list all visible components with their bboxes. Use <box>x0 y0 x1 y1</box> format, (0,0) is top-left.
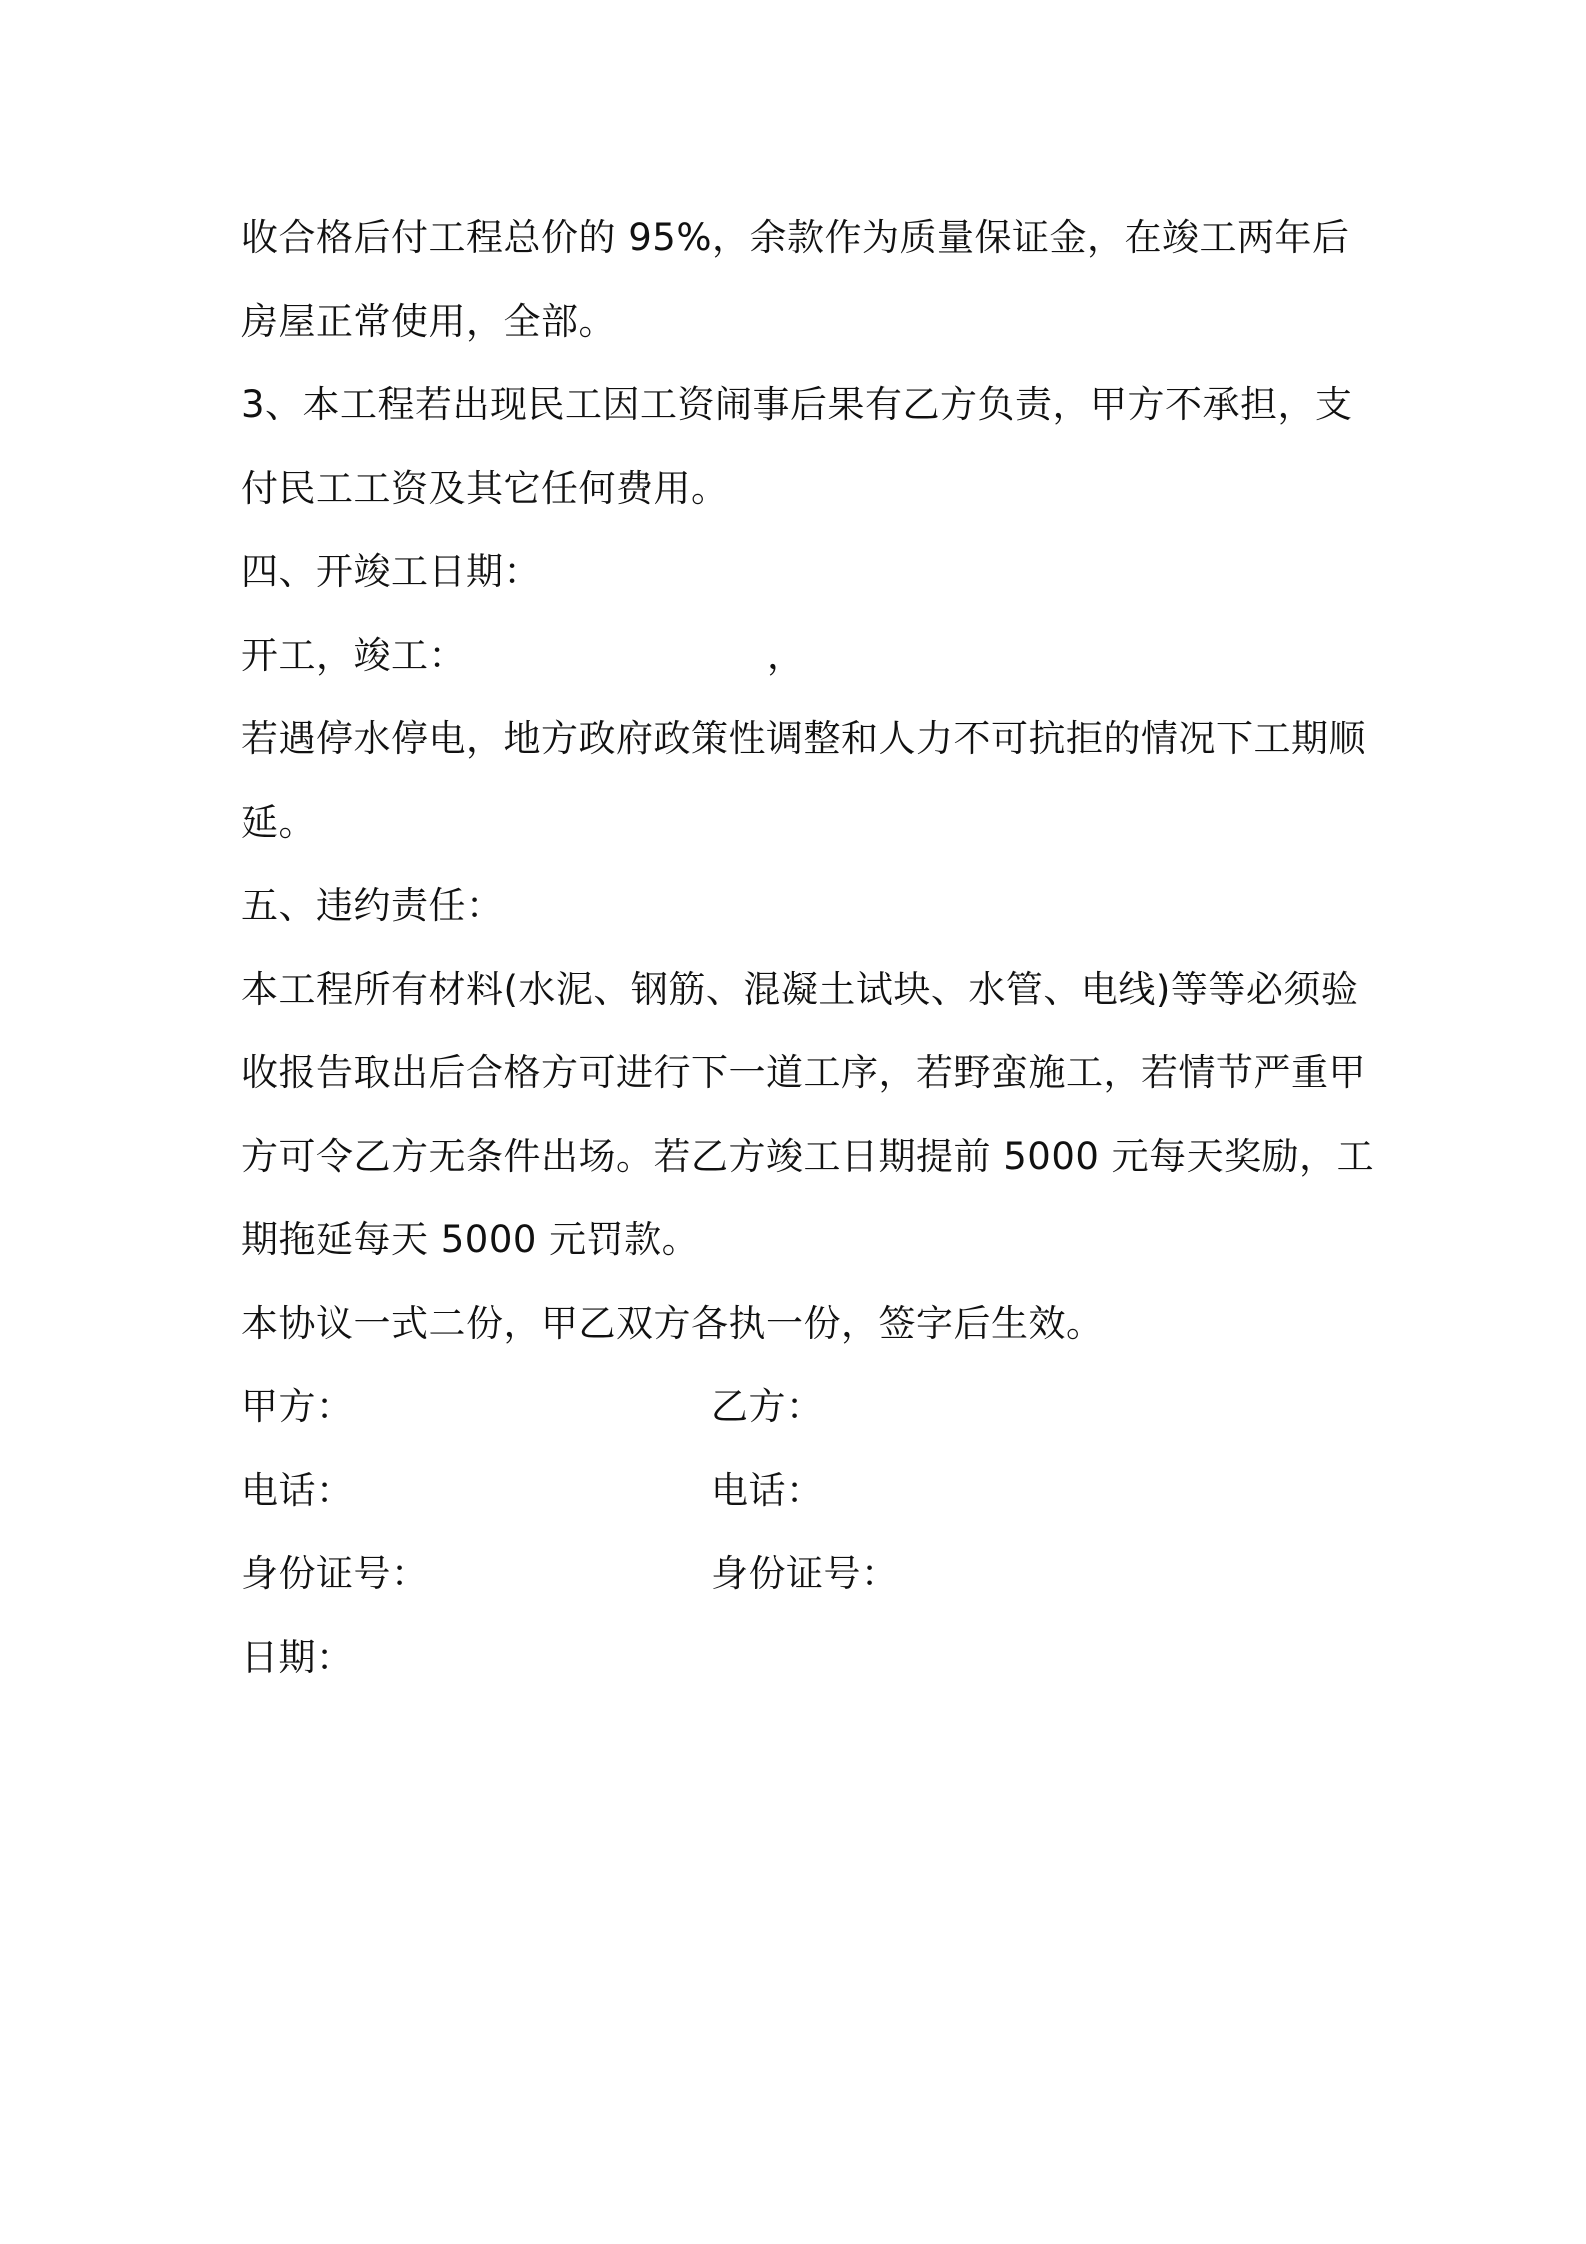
signature-row-party <box>241 1365 1361 1449</box>
party-b-label: 乙方： <box>711 1385 824 1428</box>
dates-separator: ， <box>767 633 805 677</box>
liability-clause-line-2: 收报告取出后合格方可进行下一道工序，若野蛮施工，若情节严重甲 <box>241 1051 1366 1094</box>
liability-clause-line-1: 本工程所有材料(水泥、钢筋、混凝土试块、水管、电线)等等必须验 <box>241 967 1359 1011</box>
delay-clause-line-1: 若遇停水停电，地方政府政策性调整和人力不可抗拒的情况下工期顺 <box>241 717 1366 760</box>
contract-body <box>241 196 1375 1699</box>
start-completion-label: 开工，竣工： <box>241 633 466 677</box>
signature-row-id <box>241 1532 1361 1616</box>
wage-clause-line-2: 付民工工资及其它任何费用。 <box>241 466 729 510</box>
section-heading-liability: 五、违约责任： <box>241 884 504 927</box>
delay-clause-line-2: 延。 <box>241 800 316 844</box>
start-completion-dates-line <box>241 614 1361 698</box>
liability-clause-line-4: 期拖延每天 5000 元罚款。 <box>241 1218 700 1261</box>
signature-row-phone <box>241 1449 1361 1533</box>
party-a-label: 甲方： <box>241 1385 354 1428</box>
party-a-phone-label: 电话： <box>241 1468 354 1512</box>
party-a-id-label: 身份证号： <box>241 1552 429 1595</box>
party-b-id-label: 身份证号： <box>711 1552 899 1595</box>
liability-clause-line-3: 方可令乙方无条件出场。若乙方竣工日期提前 5000 元每天奖励，工 <box>241 1134 1375 1178</box>
payment-clause-line-1: 收合格后付工程总价的 95%，余款作为质量保证金，在竣工两年后 <box>241 216 1350 259</box>
party-b-phone-label: 电话： <box>711 1468 824 1512</box>
wage-clause-line-1: 3、本工程若出现民工因工资闹事后果有乙方负责，甲方不承担，支 <box>241 383 1353 426</box>
payment-clause-line-2: 房屋正常使用，全部。 <box>241 299 616 343</box>
agreement-copies-statement: 本协议一式二份，甲乙双方各执一份，签字后生效。 <box>241 1301 1104 1345</box>
section-heading-dates: 四、开竣工日期： <box>241 550 541 593</box>
signature-date-label: 日期： <box>241 1635 354 1679</box>
